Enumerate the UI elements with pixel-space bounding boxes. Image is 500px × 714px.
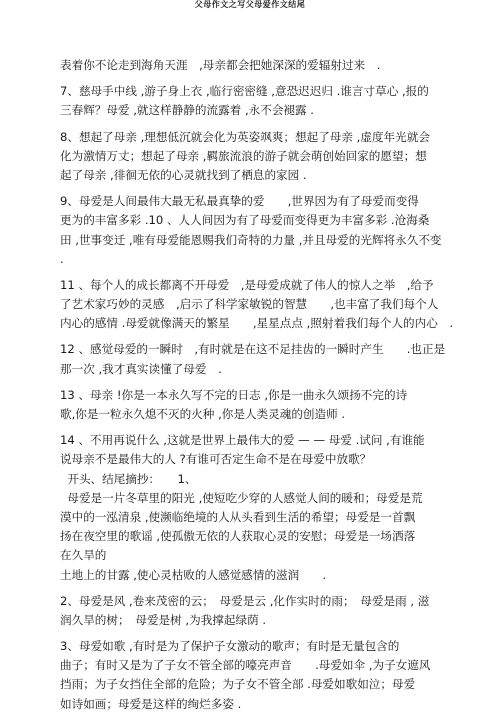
- paragraph: [60, 82, 485, 120]
- text-line: 14 、不用再说什么 ,这就是世界上最伟大的爱 — — 母爱 .试问 ,有谁能: [60, 433, 425, 448]
- paragraph: [60, 276, 485, 334]
- text-line: 了艺术家巧妙的灵感 ,启示了科学家敏锐的智慧 ,也丰富了我们每个人: [60, 297, 439, 312]
- text-line: 田 ,世事变迁 ,唯有母爱能恩赐我们奇特的力量 ,并且母爱的光辉将永久不变: [60, 232, 442, 247]
- text-line: 漠中的一泓清泉 ,使濒临绝境的人从头看到生活的希望；母爱是一首飘: [60, 509, 416, 524]
- text-line: 12 、感觉母爱的一瞬时 ,有时就是在这不足挂齿的一瞬时产生 .也正是: [60, 342, 446, 357]
- text-line: 8、想起了母亲 ,理想低沉就会化为英姿飒爽；想起了母亲 ,虚度年光就会: [60, 129, 430, 144]
- paragraph: [60, 637, 485, 714]
- text-line: 说母亲不是最伟大的人 ?有谁可否定生命不是在母爱中放歌？: [60, 452, 372, 467]
- text-line: 表着你不论走到海角天涯 ,母亲都会把她深深的爱辐射过来 .: [60, 58, 381, 72]
- text-line: 如诗如画；母爱是这样的绚烂多姿 .: [60, 696, 242, 711]
- text-line: 在久旱的: [60, 548, 107, 563]
- text-line: 开头、结尾摘抄： 1、: [60, 471, 197, 486]
- text-line: 化为激情万丈；想起了母亲 ,羁旅流浪的游子就会萌创始回家的愿望；想: [60, 148, 427, 163]
- text-line: 土地上的甘露 ,使心灵枯败的人感觉感情的滋润 .: [60, 567, 327, 582]
- paragraph-gap: [60, 585, 485, 592]
- paragraph-gap: [60, 333, 485, 340]
- paragraph: [60, 56, 485, 75]
- text-line: 3、母爱如歌 ,有时是为了保护子女激动的歌声；有时是无量包含的: [60, 639, 400, 654]
- text-line: 那一次 ,我才真实读懂了母爱 .: [60, 361, 222, 376]
- paragraph-gap: [60, 75, 485, 82]
- paragraph: [60, 431, 485, 585]
- text-line: 起了母亲 ,徘徊无依的心灵就找到了栖息的家园 .: [60, 167, 307, 182]
- paragraph: [60, 192, 485, 269]
- text-line: 9、母爱是人间最伟大最无私最真挚的爱 ,世界因为有了母爱而变得: [60, 194, 419, 209]
- document-body: [60, 56, 485, 714]
- text-line: 2、母爱是风 ,卷来茂密的云； 母爱是云 ,化作实时的雨； 母爱是雨 , 滋: [60, 593, 430, 608]
- text-line: .: [60, 251, 64, 266]
- page-header: 父母作文之写父母爱作文结尾: [194, 0, 306, 9]
- text-line: 13 、母亲 !你是一本永久写不完的日志 ,你是一曲永久颂扬不完的诗: [60, 387, 408, 402]
- paragraph: [60, 128, 485, 186]
- text-line: 挡雨；为子女挡住全部的危险；为子女不管全部 .母爱如歌如泣；母爱: [60, 677, 416, 692]
- text-line: 扬在夜空里的歌谣 ,使孤傲无依的人获取心灵的安慰；母爱是一场洒落: [60, 529, 416, 544]
- paragraph-gap: [60, 185, 485, 192]
- paragraph-gap: [60, 379, 485, 386]
- paragraph: [60, 340, 485, 378]
- paragraph-gap: [60, 424, 485, 431]
- paragraph-gap: [60, 121, 485, 128]
- paragraph: [60, 592, 485, 630]
- text-line: 三春辉？母爱 ,就这样静静的流露着 ,永不会褪露 .: [60, 103, 314, 118]
- text-line: 内心的感情 .母爱就像满天的繁星 ,星星点点 ,照射着我们每个人的内心 .: [60, 316, 454, 331]
- paragraph-gap: [60, 630, 485, 637]
- text-line: 曲子；有时又是为了子女不管全部的嚎亮声音 .母爱如伞 ,为子女遮风: [60, 658, 431, 673]
- text-line: 母爱是一片冬草里的阳光 ,使短吃少穿的人感觉人间的暖和；母爱是荒: [60, 490, 423, 505]
- text-line: 7、慈母手中线 ,游子身上衣 ,临行密密缝 ,意恐迟迟归 .谁言寸草心 ,报的: [60, 84, 429, 99]
- paragraph: [60, 386, 485, 424]
- text-line: 润久旱的树； 母爱是树 ,为我撑起绿荫 .: [60, 612, 267, 627]
- text-line: 11 、每个人的成长都离不开母爱 ,是母爱成就了伟人的惊人之举 ,给予: [60, 277, 434, 292]
- text-line: 歌,你是一粒永久熄不灭的火种 ,你是人类灵魂的创造师 .: [60, 407, 346, 421]
- paragraph-gap: [60, 269, 485, 276]
- text-line: 更为的丰富多彩 .10 、人人间因为有了母爱而变得更为丰富多彩 .沧海桑: [60, 213, 430, 228]
